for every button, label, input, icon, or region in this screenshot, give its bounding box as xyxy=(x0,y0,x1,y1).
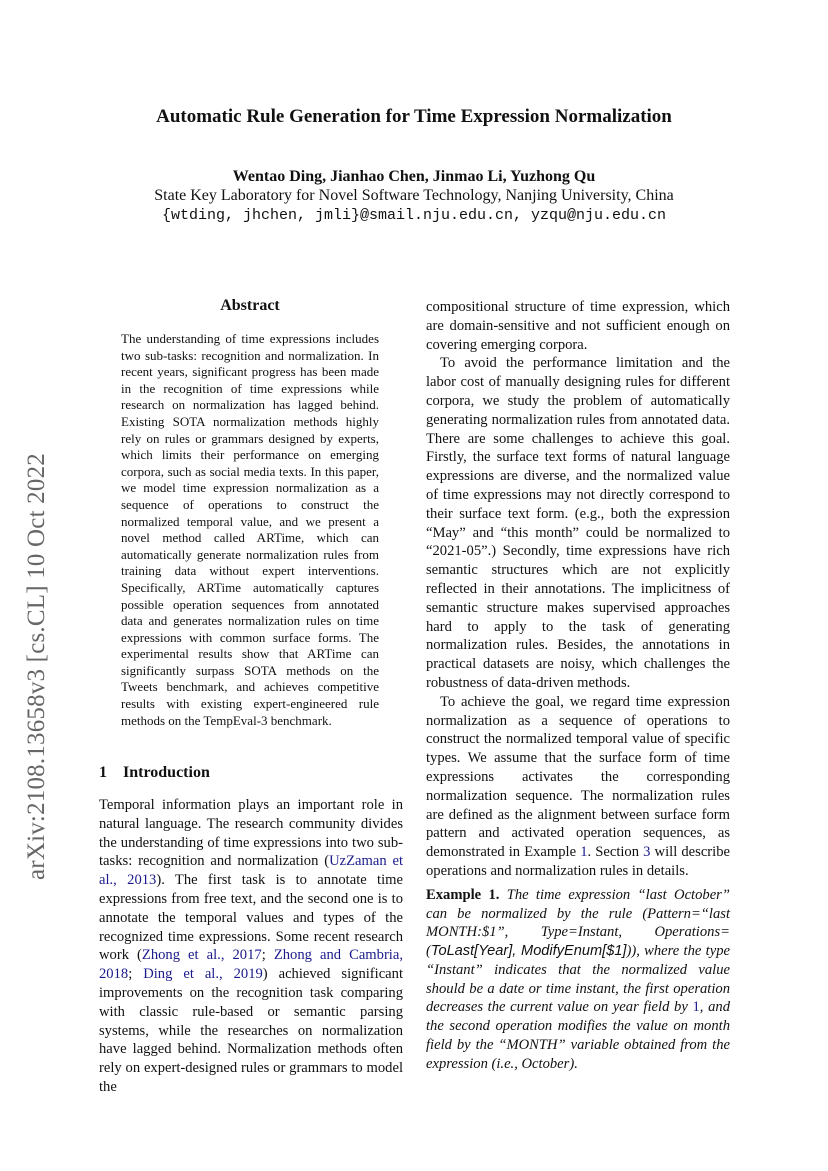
abstract-body xyxy=(121,331,379,729)
right-column xyxy=(426,298,730,1074)
paragraph: To avoid the performance limitation and the labor cost of manually designing rules for different corpora, we study the problem of automatically generating normalization rules from annotated data. There are some challenges to achieve this goal. Firstly, the surface text forms of natural language expressions are diverse, and the normalized value of time expressions may not directly correspond to their surface text form. (e.g., both the expression “May” and “this month” could be normalized to “2021-05”.) Secondly, time expressions have rich semantic structures which are not explicitly reflected in their annotations. The implicitness of semantic structure makes supervised approaches hard to apply to the task of generating normalization rules. Besides, the annotations in practical datasets are noisy, which challenges the robustness of data-driven methods. xyxy=(426,355,730,691)
authors: Wentao Ding, Jianhao Chen, Jinmao Li, Yuzhong Qu xyxy=(232,168,596,185)
text-run: . Section xyxy=(587,844,644,861)
operations-code: ToLast[Year], ModifyEnum[$1] xyxy=(430,943,627,960)
arxiv-watermark xyxy=(23,365,53,880)
emails: {wtding, jhchen, jmli}@smail.nju.edu.cn, yzqu@nju.edu.cn xyxy=(161,207,667,224)
affiliation: State Key Laboratory for Novel Software Technology, Nanjing University, China xyxy=(154,187,674,204)
number-one: 1 xyxy=(692,999,700,1016)
text-run: Temporal information plays an important role in natural language. The research community divides the understanding of time expressions into two sub-tasks: recognition and normalization ( xyxy=(99,797,403,870)
text-run: ; xyxy=(261,947,274,964)
citation-link[interactable]: UzZaman et al., 2013 xyxy=(99,853,404,889)
paragraph: compositional structure of time expression, which are domain-sensitive and not sufficient enough on covering emerging corpora. xyxy=(426,299,730,353)
intro-paragraph xyxy=(99,796,403,1097)
section-number: 1 xyxy=(99,764,107,781)
section-ref-link[interactable]: 3 xyxy=(643,844,651,861)
text-run: ; xyxy=(128,966,144,983)
text-run: , and the second operation modifies the value on month field by the “MONTH” variable obtained from the expression (i.e., October). xyxy=(426,999,730,1072)
example-label: Example 1. xyxy=(426,886,500,903)
text-run: will describe operations and normalization rules in details. xyxy=(426,844,730,879)
abstract-text: The understanding of time expressions includes two sub-tasks: recognition and normalization. In recent years, significant progress has been made in the recognition of time expressions while research on normalization has lagged behind. Existing SOTA normalization methods highly rely on rules or grammars designed by experts, which limits their performance on emerging corpora, such as social media texts. In this paper, we model time expression normalization as a sequence of operations to construct the normalized temporal value, and we present a novel method called ARTime, which can automatically generate normalization rules from training data without expert interventions. Specifically, ARTime automatically captures possible operation sequences from annotated data and generates normalization rules on time expressions with common surface forms. The experimental results show that ARTime can significantly surpass SOTA methods on the Tweets benchmark, and achieves competitive results with existing expert-engineered rule methods on the TempEval-3 benchmark. xyxy=(121,331,379,728)
abstract-heading: Abstract xyxy=(220,297,280,314)
paper-title: Automatic Rule Generation for Time Expression Normalization xyxy=(156,106,672,127)
section-heading-introduction xyxy=(99,764,210,782)
left-column xyxy=(99,796,403,1097)
example-block xyxy=(426,886,730,1074)
citation-link[interactable]: Zhong et al., 2017 xyxy=(141,947,262,964)
text-run: The time expression “last October” can be normalized by the rule (Pattern=“last MONTH:$1”, Type=Instant, Operations=( xyxy=(426,886,730,960)
section-title: Introduction xyxy=(123,764,210,781)
citation-link[interactable]: Zhong and Cambria, 2018 xyxy=(99,947,403,983)
citation-link[interactable]: Ding et al., 2019 xyxy=(143,966,263,983)
text-run: ). The first task is to annotate time expressions from free text, and the second one is to annotate the temporal values and types of the recognized time expressions. Some recent research work ( xyxy=(99,872,403,964)
paragraph xyxy=(426,693,730,881)
example-ref-link[interactable]: 1 xyxy=(580,844,588,861)
text-run: ) achieved significant improvements on the recognition task comparing with classic rule-based or semantic parsing systems, while the researches on normalization have lagged behind. Normalization methods often rely on expert-designed rules or grammars to model the xyxy=(99,966,404,1095)
arxiv-id: arXiv:2108.13658v3 [cs.CL] 10 Oct 2022 xyxy=(23,453,50,880)
text-run: )), where the type “Instant” indicates that the normalized value should be a date or time instant, the first operation decreases the current value on year field by xyxy=(426,943,730,1016)
text-run: To achieve the goal, we regard time expression normalization as a sequence of operations to construct the normalized temporal value of specific types. We assume that the surface form of time expressions activates the corresponding normalization sequence. The normalization rules are defined as the alignment between surface form pattern and activated operation sequences, as demonstrated in Example xyxy=(426,693,730,861)
